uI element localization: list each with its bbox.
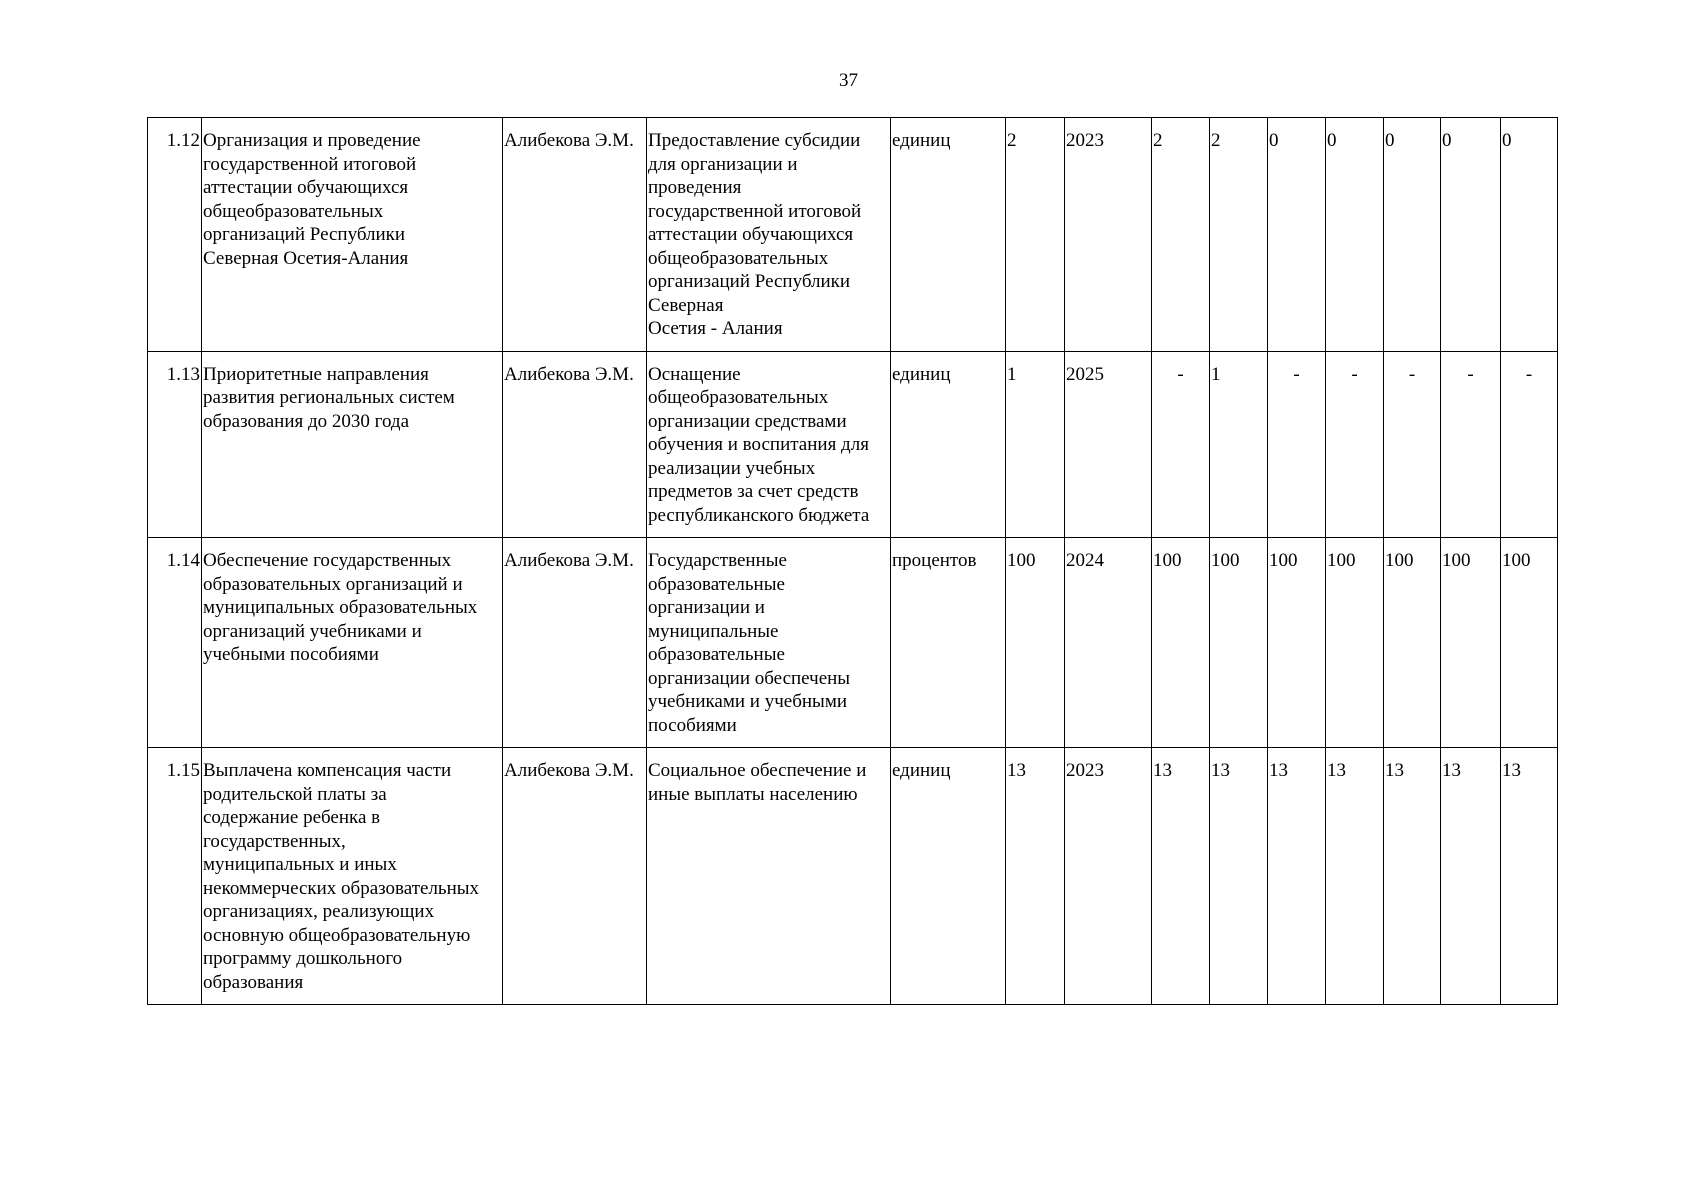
row-number: 1.13 (148, 351, 202, 538)
base-value: 2 (1006, 118, 1065, 352)
value-cell: 13 (1152, 748, 1210, 1005)
value-cell: 100 (1152, 538, 1210, 748)
value-cell: 100 (1384, 538, 1441, 748)
value-cell: 0 (1384, 118, 1441, 352)
event-name: Обеспечение государственных образовательных организаций и муниципальных образовательных организаций учебниками и учебными пособиями (202, 538, 503, 748)
value-cell: 100 (1441, 538, 1501, 748)
value-cell: 2 (1152, 118, 1210, 352)
value-cell: 0 (1326, 118, 1384, 352)
responsible-person: Алибекова Э.М. (503, 351, 647, 538)
table-row (148, 351, 1558, 538)
value-cell: - (1441, 351, 1501, 538)
value-cell: 13 (1441, 748, 1501, 1005)
value-cell: 0 (1501, 118, 1558, 352)
value-cell: 100 (1210, 538, 1268, 748)
responsible-person: Алибекова Э.М. (503, 748, 647, 1005)
base-value: 100 (1006, 538, 1065, 748)
base-year: 2023 (1065, 118, 1152, 352)
base-value: 1 (1006, 351, 1065, 538)
page-number: 37 (839, 70, 858, 91)
result-measure: Государственные образовательные организации и муниципальные образовательные организации обеспечены учебниками и учебными пособиями (647, 538, 891, 748)
event-name: Выплачена компенсация части родительской платы за содержание ребенка в государственных, муниципальных и иных некоммерческих образовательных организациях, реализующих основную общеобразовательную программу дошкольного образования (202, 748, 503, 1005)
result-measure: Предоставление субсидии для организации и проведения государственной итоговой аттестации обучающихся общеобразовательных организаций Республики Северная Осетия - Алания (647, 118, 891, 352)
base-value: 13 (1006, 748, 1065, 1005)
table-row (148, 748, 1558, 1005)
responsible-person: Алибекова Э.М. (503, 538, 647, 748)
row-number: 1.15 (148, 748, 202, 1005)
unit-of-measure: единиц (891, 118, 1006, 352)
row-number: 1.12 (148, 118, 202, 352)
value-cell: 100 (1326, 538, 1384, 748)
base-year: 2023 (1065, 748, 1152, 1005)
value-cell: 13 (1501, 748, 1558, 1005)
value-cell: 100 (1501, 538, 1558, 748)
value-cell: 13 (1384, 748, 1441, 1005)
unit-of-measure: единиц (891, 351, 1006, 538)
value-cell: - (1268, 351, 1326, 538)
value-cell: - (1152, 351, 1210, 538)
value-cell: 100 (1268, 538, 1326, 748)
responsible-person: Алибекова Э.М. (503, 118, 647, 352)
value-cell: 1 (1210, 351, 1268, 538)
table-row (148, 118, 1558, 352)
unit-of-measure: процентов (891, 538, 1006, 748)
value-cell: 13 (1210, 748, 1268, 1005)
value-cell: 13 (1268, 748, 1326, 1005)
row-number: 1.14 (148, 538, 202, 748)
value-cell: - (1326, 351, 1384, 538)
base-year: 2024 (1065, 538, 1152, 748)
table-row (148, 538, 1558, 748)
base-year: 2025 (1065, 351, 1152, 538)
value-cell: 13 (1326, 748, 1384, 1005)
event-name: Организация и проведение государственной итоговой аттестации обучающихся общеобразовательных организаций Республики Северная Осетия-Алания (202, 118, 503, 352)
result-measure: Социальное обеспечение и иные выплаты населению (647, 748, 891, 1005)
value-cell: 2 (1210, 118, 1268, 352)
value-cell: 0 (1441, 118, 1501, 352)
result-measure: Оснащение общеобразовательных организации средствами обучения и воспитания для реализации учебных предметов за счет средств республиканского бюджета (647, 351, 891, 538)
unit-of-measure: единиц (891, 748, 1006, 1005)
event-name: Приоритетные направления развития региональных систем образования до 2030 года (202, 351, 503, 538)
value-cell: 0 (1268, 118, 1326, 352)
value-cell: - (1501, 351, 1558, 538)
indicators-table (147, 117, 1558, 1005)
value-cell: - (1384, 351, 1441, 538)
